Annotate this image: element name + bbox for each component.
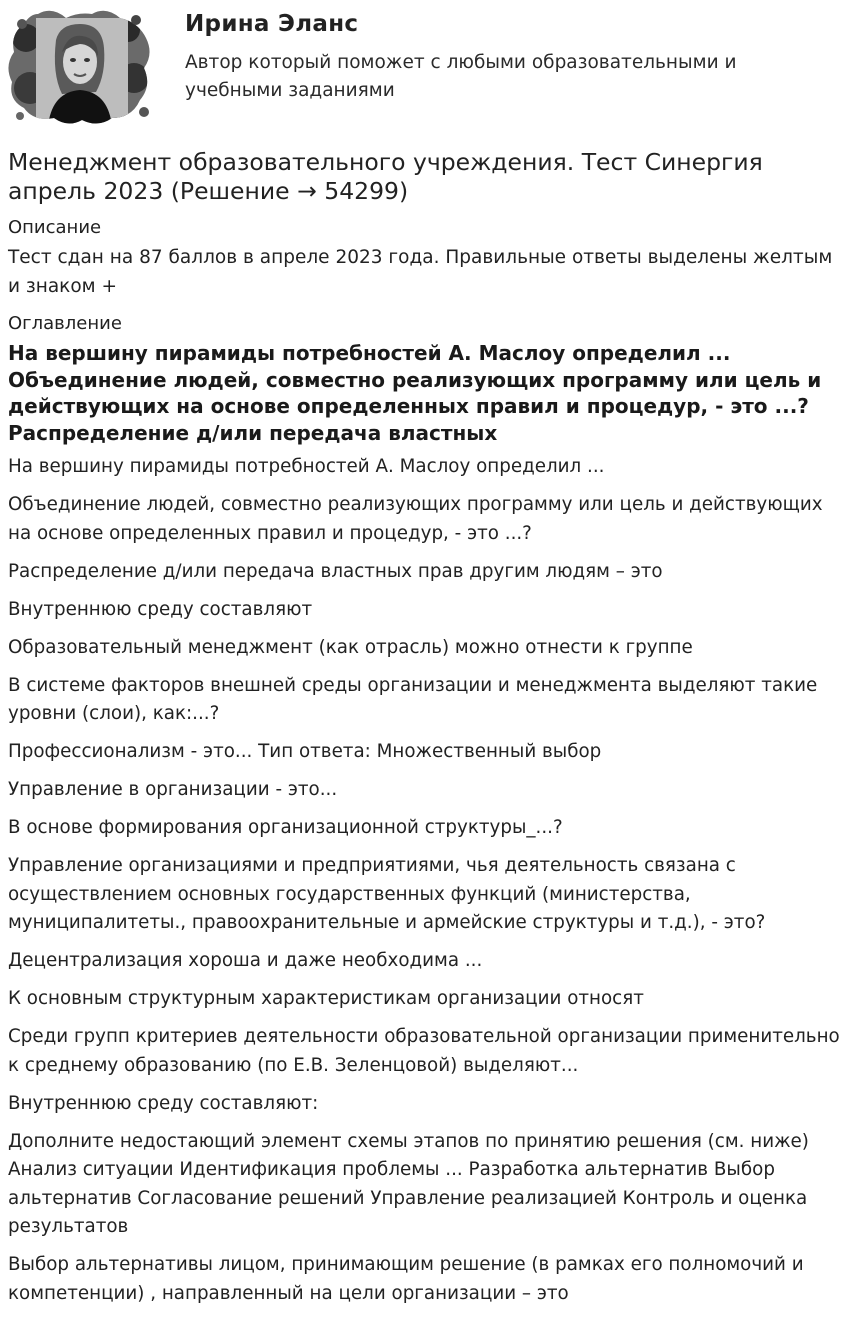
question-item: К основным структурным характеристикам организации относят [8, 988, 644, 1009]
question-item: Объединение людей, совместно реализующих программу или цель и действующих на основе определенных правил и процедур, - это ...? [8, 494, 823, 544]
description-text: Тест сдан на 87 баллов в апреле 2023 года. Правильные ответы выделены желтым и знаком + [8, 247, 833, 297]
question-list [8, 453, 840, 1318]
question-item: В системе факторов внешней среды организации и менеджмента выделяют такие уровни (слои), как:...? [8, 674, 818, 724]
question-item: Выбор альтернативы лицом, принимающим решение (в рамках его полномочий и компетенции) , направленный на цели организации – это [8, 1254, 804, 1304]
question-item: На вершину пирамиды потребностей А. Маслоу определил ... [8, 456, 605, 477]
question-item: Распределение д/или передача властных прав другим людям – это [8, 560, 663, 582]
question-item: Управление организациями и предприятиями, чья деятельность связана с осуществлением основных государственных функций (министерства, муниципалитеты., правоохранительные и армейские структуры и т.д.), - это? [8, 855, 766, 933]
question-item: В основе формирования организационной структуры_...? [8, 817, 563, 838]
question-item: Децентрализация хороша и даже необходима ... [8, 950, 483, 971]
author-avatar[interactable] [8, 8, 150, 126]
page-title: Менеджмент образовательного учреждения. Тест Синергия апрель 2023 (Решение → 54299) [8, 148, 763, 205]
toc-label: Оглавление [8, 313, 122, 334]
question-item: Дополните недостающий элемент схемы этапов по принятию решения (см. ниже) Анализ ситуации Идентификация проблемы ... Разработка альтернатив Выбор альтернатив Согласование решений Управление реализацией Контроль и оценка результатов [8, 1130, 809, 1237]
question-item: Образовательный менеджмент (как отрасль) можно отнести к группе [8, 636, 693, 658]
description-label: Описание [8, 217, 102, 238]
author-description: Автор который поможет с любыми образовательными и учебными заданиями [185, 52, 737, 101]
question-item: Управление в организации - это... [8, 779, 338, 800]
question-item: Внутреннюю среду составляют: [8, 1092, 319, 1114]
question-item: Среди групп критериев деятельности образовательной организации применительно к среднему образованию (по Е.В. Зеленцовой) выделяют... [8, 1026, 840, 1076]
question-item: Профессионализм - это... Тип ответа: Множественный выбор [8, 741, 602, 762]
question-item: Внутреннюю среду составляют [8, 598, 313, 620]
author-name[interactable]: Ирина Эланс [185, 11, 359, 37]
author-header [0, 0, 847, 140]
table-of-contents: На вершину пирамиды потребностей А. Маслоу определил ... Объединение людей, совместно реализующих программу или цель и действующих на основе определенных правил и процедур, - это ...? Распределение д/или передача властных [8, 341, 822, 445]
